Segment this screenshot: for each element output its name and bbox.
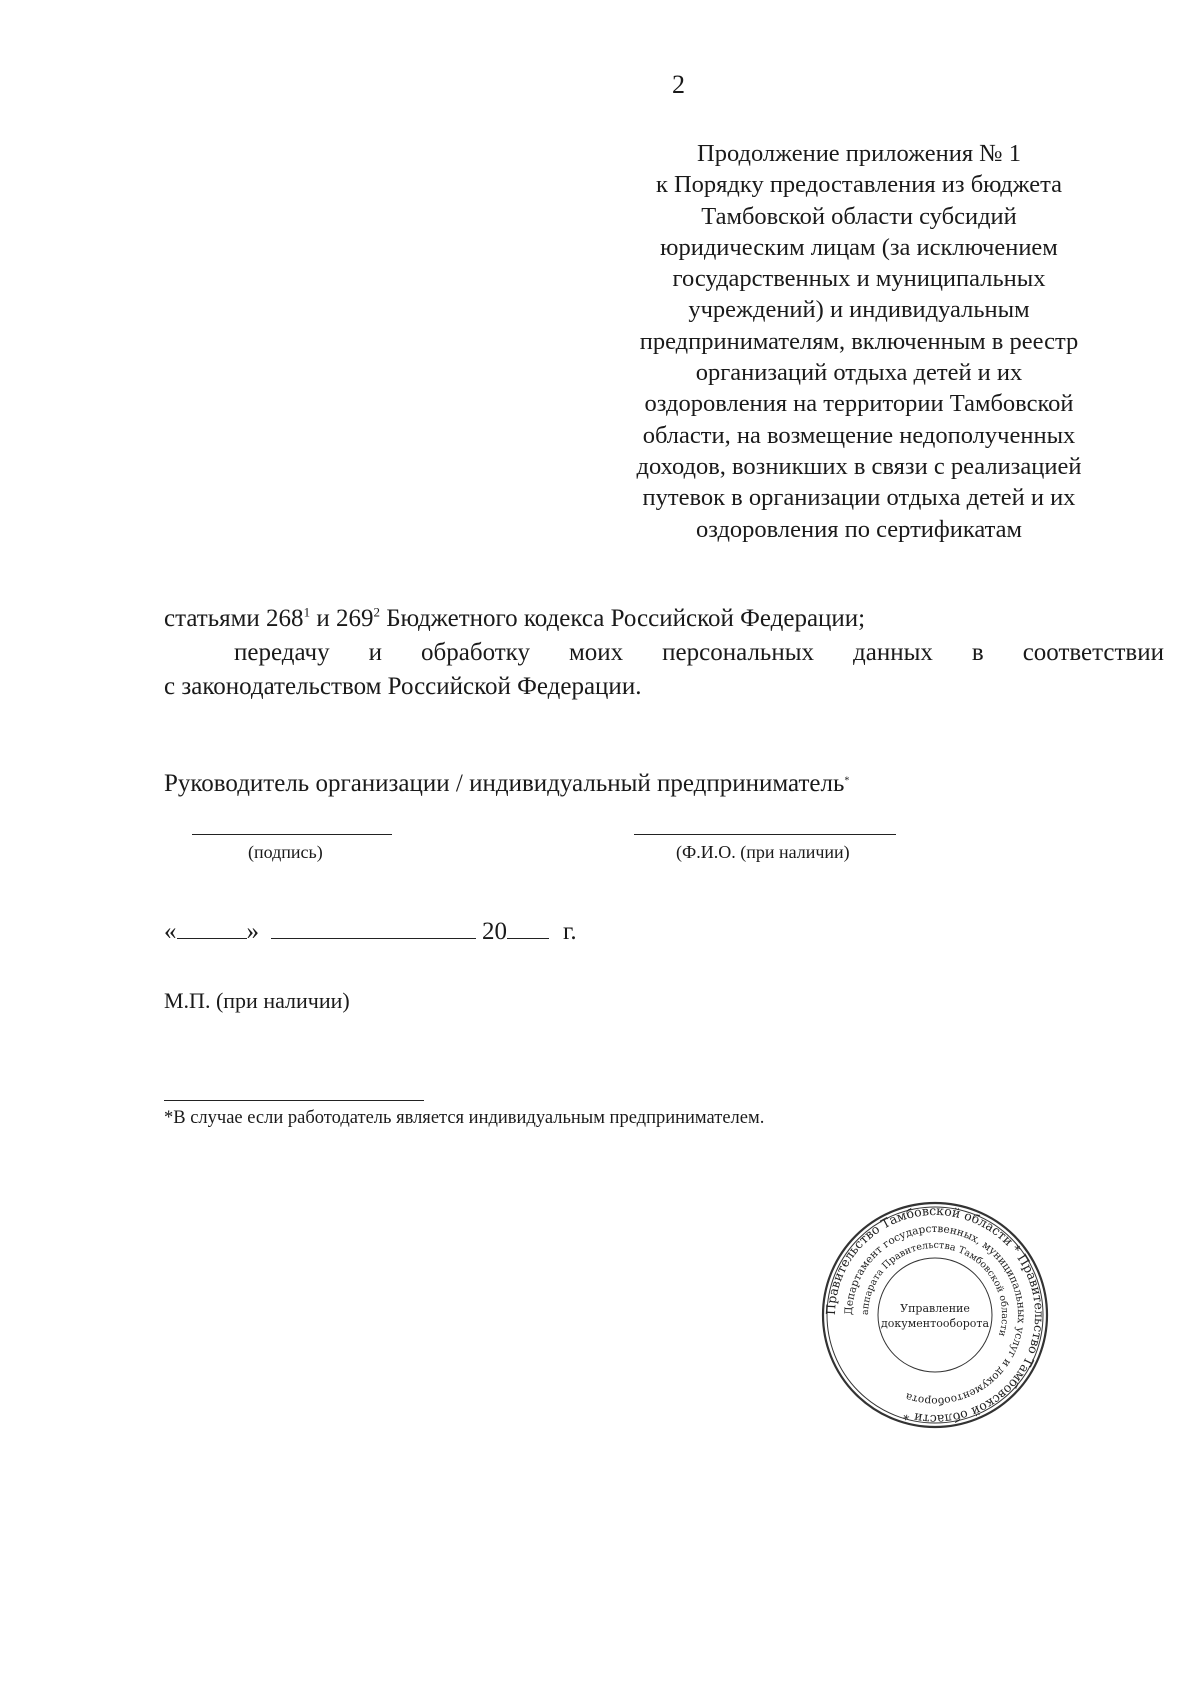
signature-line <box>192 834 392 835</box>
annex-line: доходов, возникших в связи с реализацией <box>636 452 1082 480</box>
stamp-middle-text: Департамент государственных, муниципальных услуг и документооборота <box>842 1222 1028 1408</box>
year-prefix: 20 <box>482 918 507 945</box>
seal-place: М.П. (при наличии) <box>164 988 350 1013</box>
annex-line: юридическим лицам (за исключением <box>660 233 1058 261</box>
stamp-inner-text: аппарата Правительства Тамбовской области <box>859 1239 1011 1338</box>
signature-caption: (подпись) <box>248 842 323 862</box>
superscript: 2 <box>373 604 380 620</box>
annex-line: оздоровления на территории Тамбовской <box>644 390 1074 418</box>
day-blank <box>177 937 247 939</box>
superscript: 1 <box>303 604 311 620</box>
annex-line: предпринимателям, включенным в реестр <box>639 327 1079 355</box>
name-caption: (Ф.И.О. (при наличии) <box>676 842 850 862</box>
footnote-mark: * <box>844 775 850 787</box>
body-paragraph-line <box>164 639 1164 667</box>
annex-line: путевок в организации отдыха детей и их <box>642 484 1076 512</box>
annex-line: государственных и муниципальных <box>672 265 1046 293</box>
date-field <box>164 918 577 946</box>
body-text: статьями 268 <box>164 605 304 632</box>
word: персональных <box>662 639 814 666</box>
annex-line: к Порядку предоставления из бюджета <box>655 171 1063 199</box>
quote-open: « <box>164 918 177 945</box>
body-paragraph-line: с законодательством Российской Федерации. <box>164 673 642 700</box>
annex-line: учреждений) и индивидуальным <box>688 296 1030 324</box>
annex-line: Тамбовской области субсидий <box>701 202 1017 230</box>
annex-line: области, на возмещение недополученных <box>642 421 1076 449</box>
signatory-heading-text: Руководитель организации / индивидуальный предприниматель <box>164 770 845 797</box>
signatory-heading <box>164 770 849 798</box>
word: данных <box>853 639 933 666</box>
annex-line: оздоровления по сертификатам <box>695 515 1023 543</box>
word: в <box>971 639 984 666</box>
stamp-center-line: документооборота <box>880 1317 990 1330</box>
footnote: *В случае если работодатель является индивидуальным предпринимателем. <box>164 1108 765 1128</box>
page-number: 2 <box>672 70 685 99</box>
body-text: Бюджетного кодекса Российской Федерации; <box>379 605 866 632</box>
annex-header <box>612 138 1106 545</box>
year-suffix: г. <box>563 918 577 945</box>
month-blank <box>271 937 476 939</box>
name-line <box>634 834 896 835</box>
word: передачу <box>234 639 330 666</box>
body-text: и 269 <box>310 605 374 632</box>
official-stamp <box>820 1200 1050 1430</box>
year-blank <box>507 937 549 939</box>
annex-line: Продолжение приложения № 1 <box>697 140 1021 167</box>
footnote-rule <box>164 1100 424 1101</box>
stamp-center-line: Управление <box>900 1302 970 1315</box>
word: и <box>368 639 383 666</box>
stamp-outer-text: Правительство Тамбовской области * Правительство Тамбовской области * <box>822 1202 1048 1428</box>
word: соответствии <box>1022 639 1164 666</box>
annex-line: организаций отдыха детей и их <box>695 359 1023 387</box>
word: обработку <box>421 639 530 666</box>
quote-close: » <box>246 918 259 945</box>
word: моих <box>568 639 624 666</box>
body-paragraph-line <box>164 605 865 633</box>
